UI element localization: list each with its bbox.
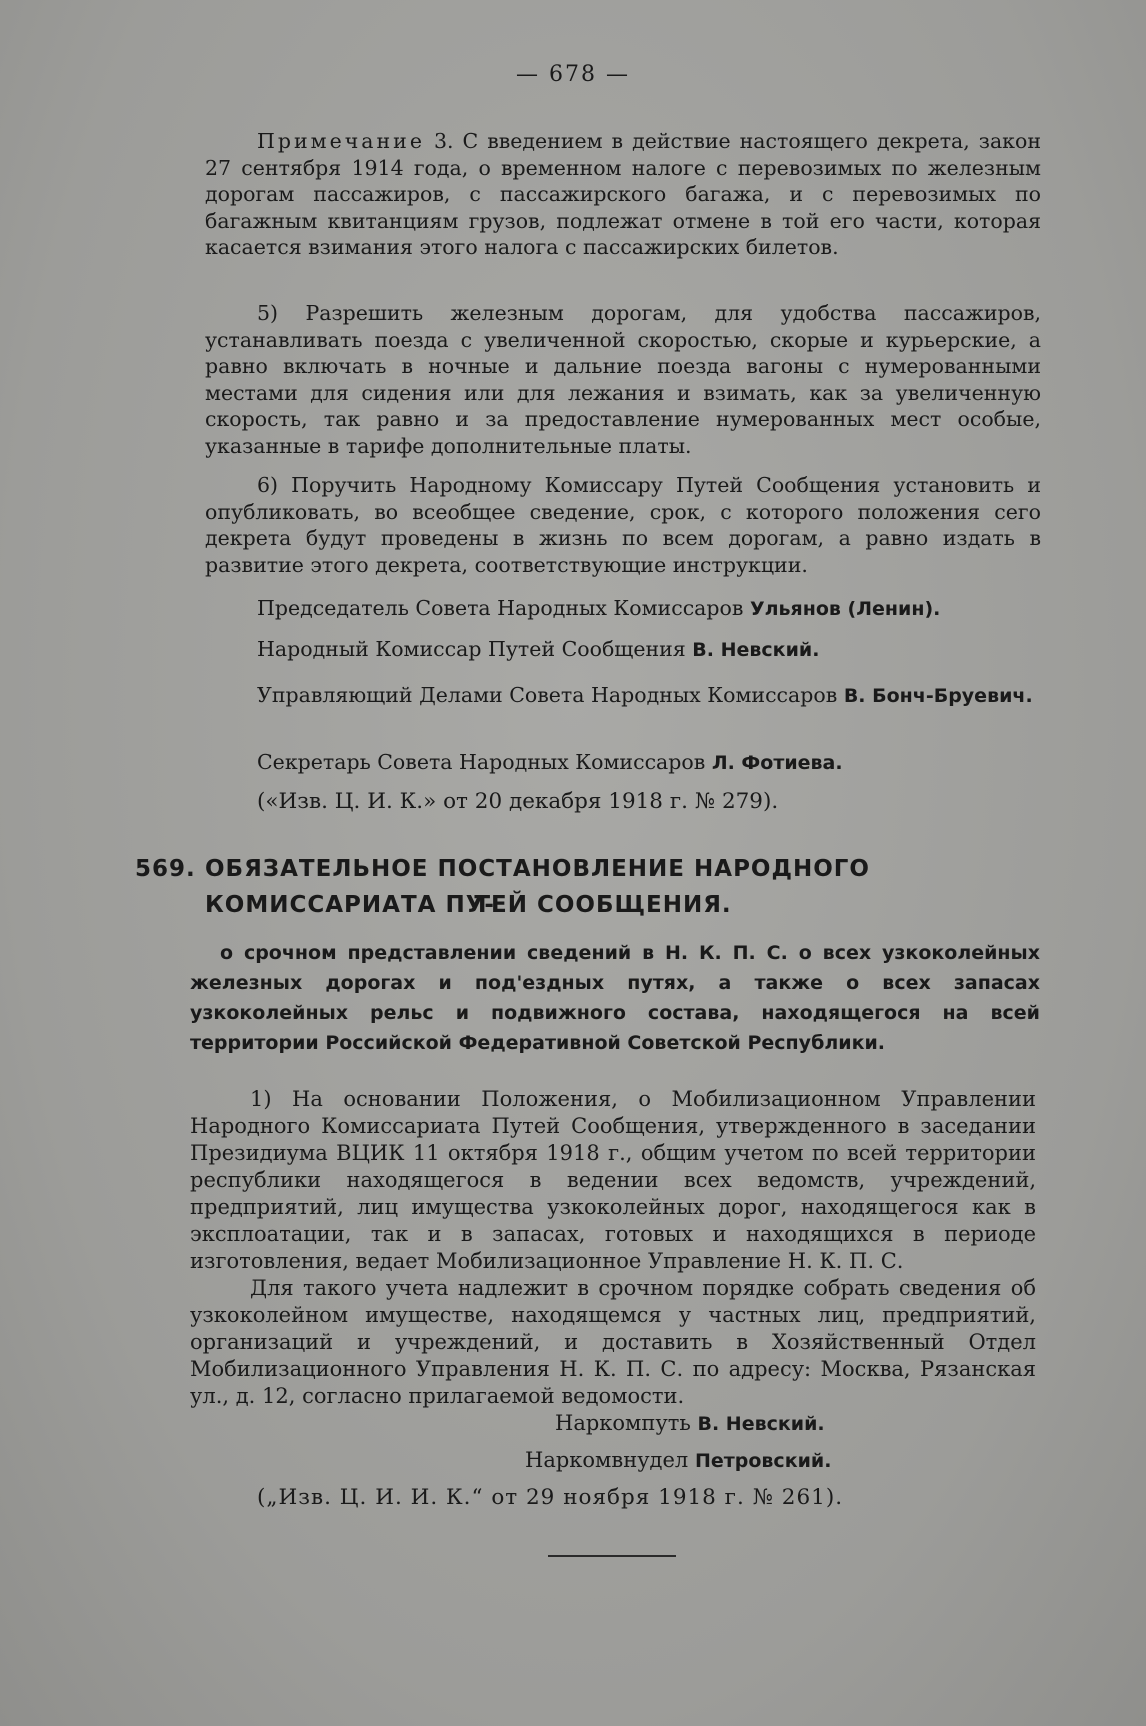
signature-name: В. Бонч-Бруевич. [843, 685, 1033, 707]
signature-name: Петровский. [694, 1450, 832, 1472]
signature-manager [205, 678, 1041, 713]
paragraph-5: 5) Разрешить железным дорогам, для удобства пассажиров, устанавливать поезда с увеличенной скоростью, скорые и курьерские, а равно включать в ночные и дальние поезда вагоны с нумерованными местами для сидения или для лежания и взимать, как за увеличенную скорость, так равно и за предоставление нумерованных мест особые, указанные в тарифе дополнительные платы. [205, 301, 1041, 458]
signature-chairman [257, 595, 940, 622]
note-text: 3. С введением в действие настоящего декрета, закон 27 сентября 1914 года, о временном налоге с перевозимых по железным дорогам пассажиров, с пассажирского багажа, и с перевозимых по багажным квитанциям грузов, подлежат отмене в той его части, которая касается взимания этого налога с пассажирских билетов. [205, 129, 1041, 259]
source-citation-2: („Изв. Ц. И. И. К.“ от 29 ноября 1918 г. № 261). [257, 1485, 844, 1510]
signature-title: Председатель Совета Народных Комиссаров [257, 596, 744, 620]
signature-secretary [257, 749, 843, 776]
section-subtitle: о срочном представлении сведений в Н. К. П. С. о всех узкоколейных железных дорогах и под'ездных путях, а также о всех запасах узкоколейных рельс и подвижного состава, находящегося на всей территории Российской Федеративной Советской Республики. [190, 942, 1040, 1054]
section-paragraph-2: Для такого учета надлежит в срочном порядке собрать сведения об узкоколейном имуществе, находящемся у частных лиц, предприятий, организаций и учреждений, и доставить в Хозяйственный Отдел Мобилизационного Управления Н. К. П. С. по адресу: Москва, Рязанская ул., д. 12, согласно прилагаемой ведомости. [190, 1276, 1036, 1408]
section-number: 569. [135, 856, 196, 882]
signature-title: Управляющий Делами Совета Народных Комиссаров [257, 683, 838, 707]
section-title-line-1: ОБЯЗАТЕЛЬНОЕ ПОСТАНОВЛЕНИЕ НАРОДНОГО КОМИССАРИАТА ПУ- [205, 856, 870, 918]
section-paragraph-1: 1) На основании Положения, о Мобилизационном Управлении Народного Комиссариата Путей Сообщения, утвержденного в заседании Президиума ВЦИК 11 октября 1918 г., общим учетом по всей территории республики находящегося в ведении всех ведомств, учреждений, предприятий, лиц имущества узкоколейных дорог, находящегося как в эксплоатации, так и в запасах, готовых и находящихся в периоде изготовления, ведает Мобилизационное Управление Н. К. П. С. [190, 1087, 1036, 1273]
signature-title: Народный Комиссар Путей Сообщения [257, 637, 686, 661]
paragraph-6: 6) Поручить Народному Комиссару Путей Сообщения установить и опубликовать, во всеобщее сведение, срок, с которого положения сего декрета будут проведены в жизнь по всем дорогам, а равно издать в развитие этого декрета, соответствующие инструкции. [205, 473, 1041, 577]
note-label: Примечание [257, 129, 425, 153]
section-title-line-2: ТЕЙ СООБЩЕНИЯ. [474, 892, 732, 918]
page-number: — 678 — [516, 62, 630, 87]
closing-rule [548, 1555, 676, 1557]
note-3 [205, 128, 1041, 261]
signature-commissar [257, 636, 819, 663]
signature-title: Секретарь Совета Народных Комиссаров [257, 750, 706, 774]
signature-narkomput [555, 1410, 825, 1437]
signature-name: Ульянов (Ленин). [749, 598, 941, 620]
signature-name: В. Невский. [692, 639, 820, 661]
source-citation-1: («Изв. Ц. И. К.» от 20 декабря 1918 г. № 279). [257, 789, 779, 814]
signature-narkomvnudel [525, 1447, 831, 1474]
signature-title: Наркомвнудел [525, 1448, 689, 1472]
signature-name: Л. Фотиева. [711, 752, 843, 774]
signature-title: Наркомпуть [555, 1411, 691, 1435]
signature-name: В. Невский. [697, 1413, 825, 1435]
